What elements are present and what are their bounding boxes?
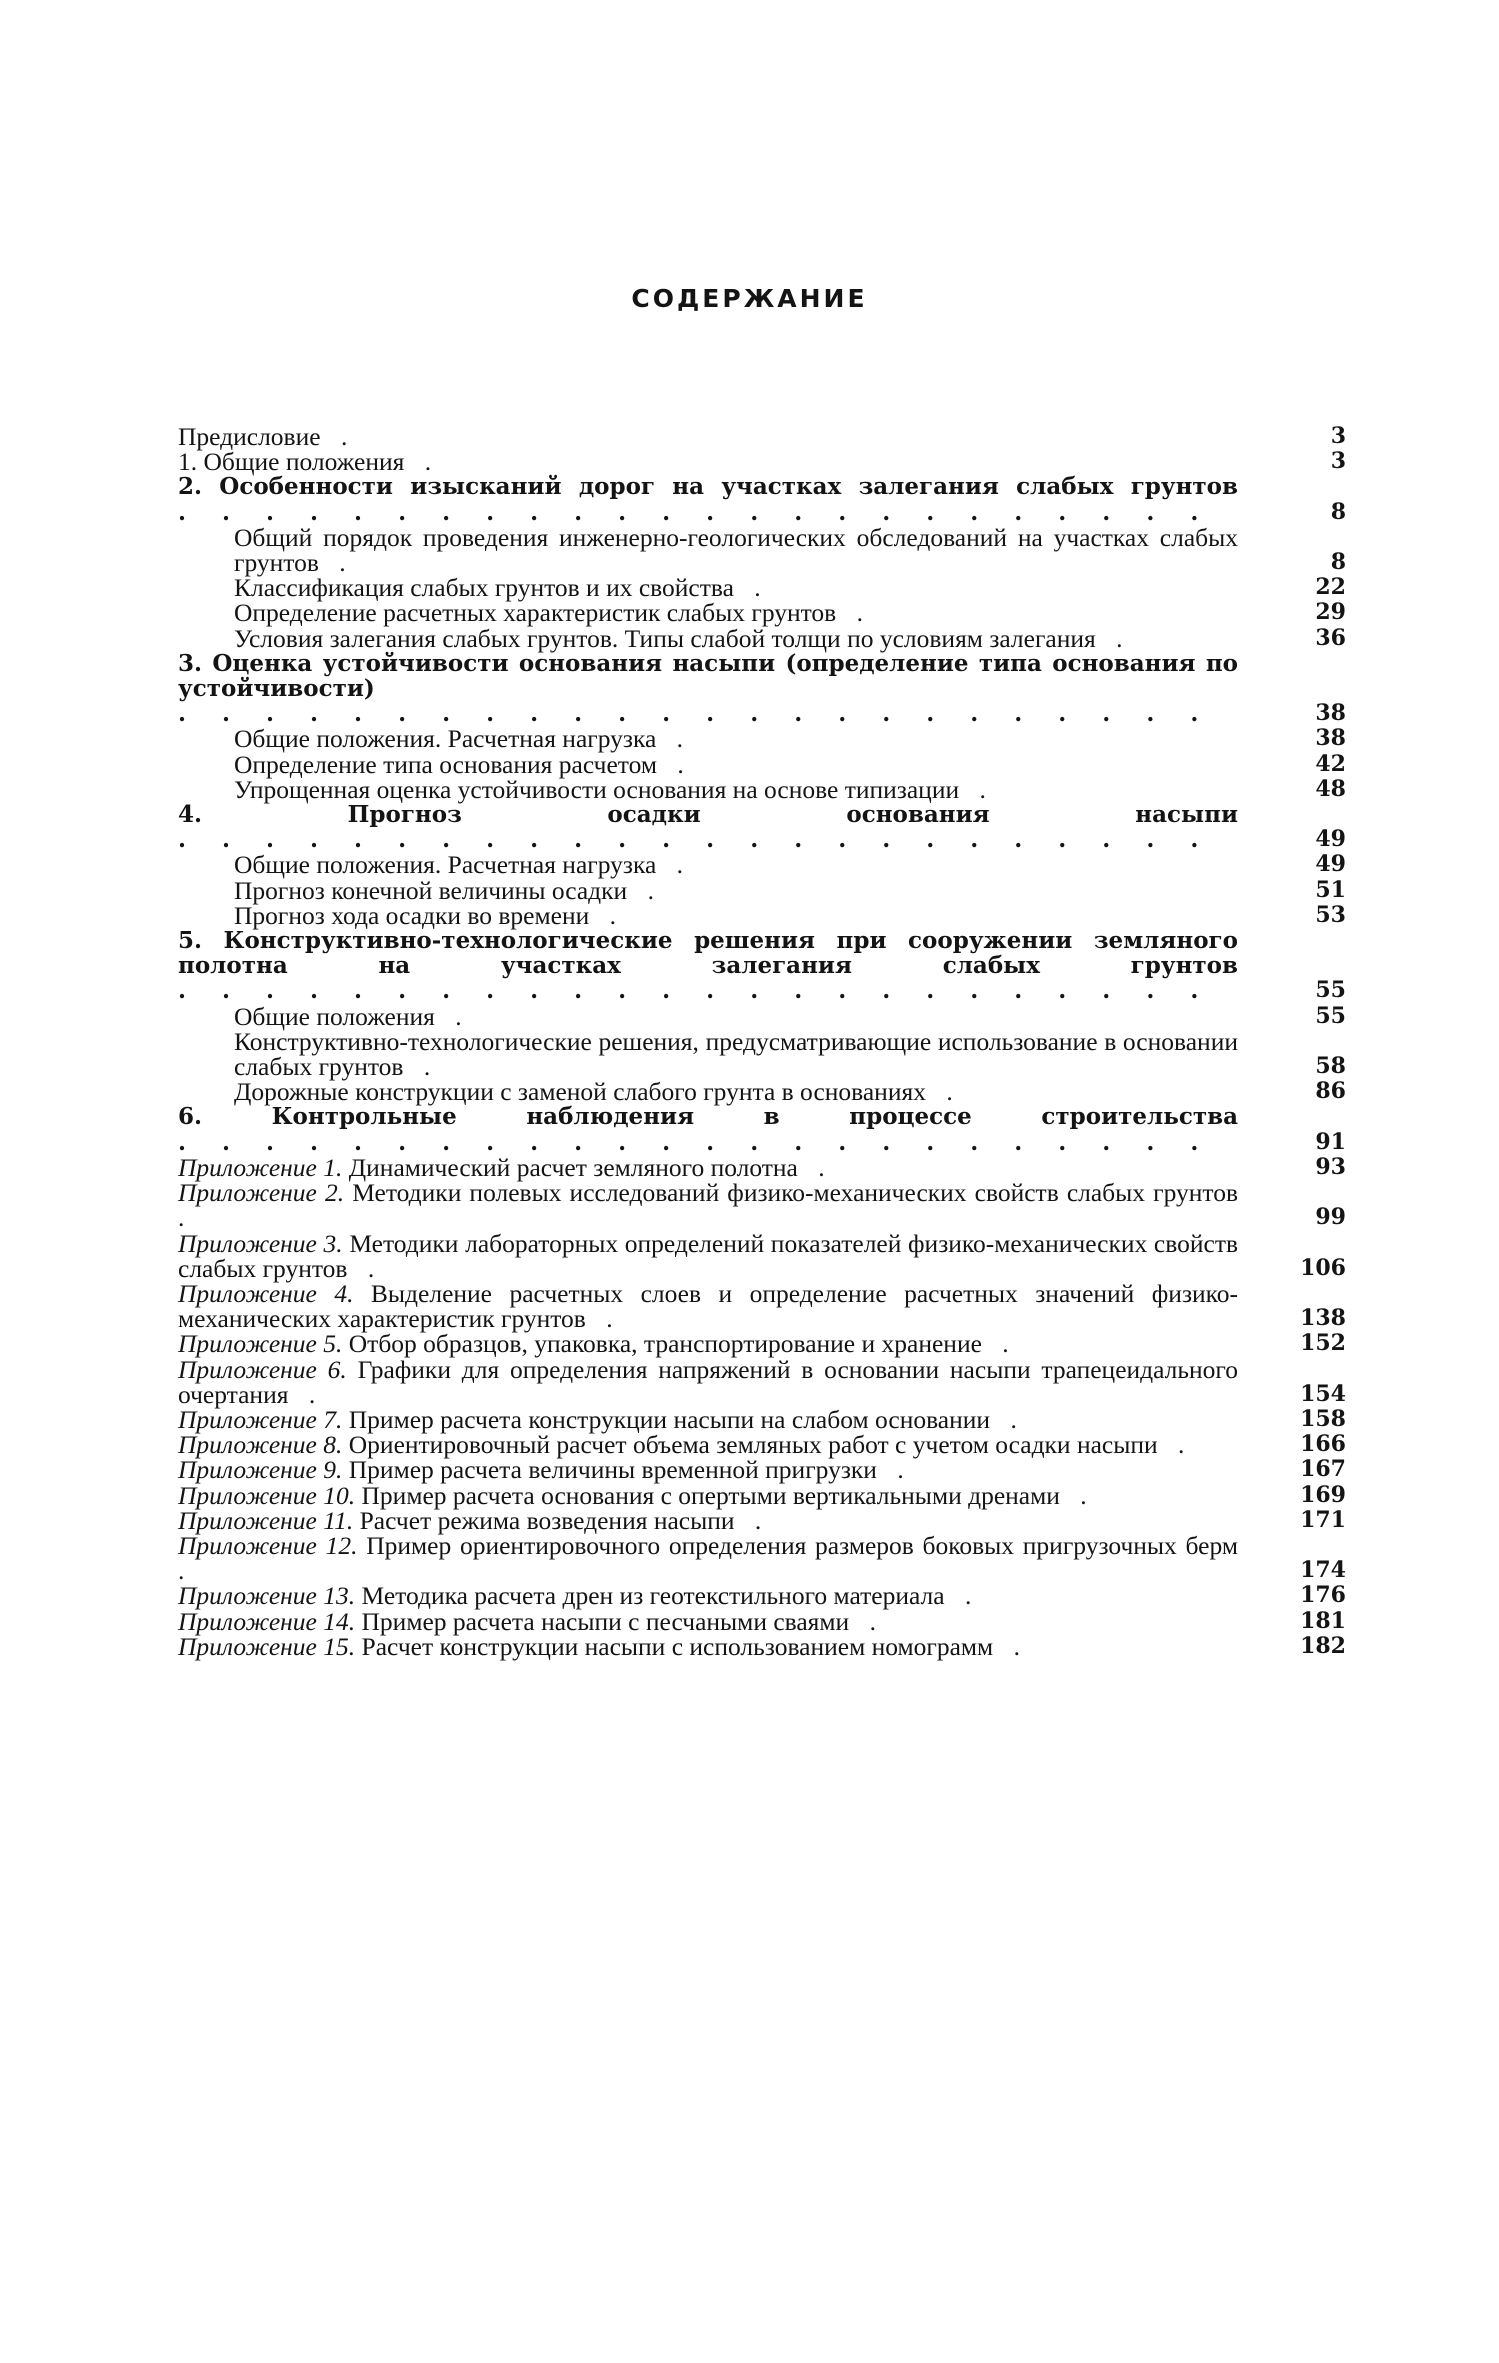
toc-entry-title: Определение расчетных характеристик слабых грунтов	[234, 598, 837, 628]
toc-entry	[178, 1430, 1346, 1460]
toc-entry-title: Упрощенная оценка устойчивости основания на основе типизации	[234, 774, 960, 804]
toc-page-number: 22	[1315, 574, 1346, 601]
toc-entry-text	[178, 928, 1238, 1004]
dot-leader: .	[836, 598, 877, 628]
toc-page-number: 181	[1300, 1607, 1346, 1634]
toc-entry-text	[178, 1026, 1238, 1082]
dot-leader: .	[656, 850, 698, 880]
toc-entry	[178, 473, 1346, 526]
toc-entry	[178, 749, 1346, 779]
toc-page-number: 158	[1300, 1405, 1346, 1432]
dot-leader: .	[944, 1581, 986, 1611]
dot-leader: . . . . . . . . . . . . . . . . . . . . . . . .	[178, 826, 1213, 854]
toc-entry	[178, 1354, 1346, 1409]
toc-page-number: 8	[1330, 549, 1346, 576]
toc-entry-text	[178, 1480, 1238, 1510]
dot-leader: .	[733, 573, 775, 603]
toc-entry-title: Выделение расчетных слоев и определение расчетных значений физико-механических характеристик грунтов	[178, 1278, 1238, 1334]
page-title: СОДЕРЖАНИЕ	[631, 284, 868, 313]
dot-leader: . . . . . . . . . . . . . . . . . . . . . . . .	[178, 1128, 1213, 1156]
dot-leader: .	[990, 1404, 1031, 1434]
toc-entry-text	[178, 623, 1238, 653]
toc-entry	[178, 1581, 1346, 1611]
dot-leader: .	[981, 1329, 1023, 1359]
toc-entry-text	[178, 1606, 1238, 1636]
toc-page-number: 138	[1300, 1305, 1346, 1332]
toc-entry-text	[178, 1455, 1238, 1485]
dot-leader: .	[404, 447, 446, 477]
toc-entry-label: Приложение 7.	[178, 1404, 343, 1434]
table-of-contents	[178, 424, 1346, 1659]
toc-entry	[178, 598, 1346, 628]
dot-leader: . . . . . . . . . . . . . . . . . . . . . . . .	[178, 977, 1213, 1005]
toc-page-number: 53	[1315, 901, 1346, 928]
toc-entry-title: Условия залегания слабых грунтов. Типы слабой толщи по условиям залегания	[234, 623, 1096, 653]
toc-entry-label: Приложение 9.	[178, 1455, 343, 1485]
toc-entry-text	[178, 1152, 1238, 1182]
dot-leader: .	[347, 1253, 389, 1283]
toc-entry	[178, 1606, 1346, 1636]
toc-entry-text	[178, 749, 1238, 779]
toc-page-number: 29	[1315, 599, 1346, 626]
toc-entry-text	[178, 1430, 1238, 1460]
toc-page-number: 38	[1315, 700, 1346, 727]
toc-page-number: 55	[1315, 1002, 1346, 1029]
toc-entry-label: Приложение 3.	[178, 1228, 343, 1258]
toc-entry-text	[178, 1631, 1238, 1661]
dot-leader: .	[585, 1304, 627, 1334]
toc-entry	[178, 1103, 1346, 1156]
toc-entry-title: Отбор образцов, упаковка, транспортирование и хранение	[348, 1329, 982, 1359]
toc-page-number: 3	[1330, 423, 1346, 449]
toc-entry-text	[178, 522, 1238, 578]
toc-entry-title: Расчет режима возведения насыпи	[359, 1505, 735, 1535]
toc-entry-title: Конструктивно-технологические решения, предусматривающие использование в основании слабых грунтов	[234, 1026, 1238, 1082]
toc-entry-title: Ориентировочный расчет объема земляных работ с учетом осадки насыпи	[348, 1430, 1158, 1460]
toc-entry-label: Приложение 1.	[178, 1152, 343, 1182]
toc-entry	[178, 927, 1346, 1005]
toc-entry-text	[178, 598, 1238, 628]
dot-leader: .	[318, 548, 360, 578]
toc-entry-title: Общий порядок проведения инженерно-геологических обследований на участках слабых грунтов	[234, 522, 1238, 578]
toc-entry-title: Пример расчета основания с опертыми вертикальными дренами	[361, 1480, 1060, 1510]
toc-entry	[178, 623, 1346, 653]
toc-entry-title: Дорожные конструкции с заменой слабого грунта в основаниях	[234, 1077, 926, 1107]
toc-page-number: 8	[1330, 498, 1346, 525]
toc-entry-title: Прогноз хода осадки во времени	[234, 900, 590, 930]
toc-entry	[178, 1077, 1346, 1107]
toc-entry-text	[178, 474, 1238, 524]
toc-entry-text	[178, 1104, 1238, 1154]
toc-entry-title: Динамический расчет земляного полотна	[348, 1152, 798, 1182]
toc-entry-text	[178, 875, 1238, 905]
toc-entry-text	[178, 1329, 1238, 1359]
toc-entry-text	[178, 1505, 1238, 1535]
toc-entry-text	[178, 1404, 1238, 1434]
toc-page-number: 166	[1300, 1431, 1346, 1458]
toc-entry-label: Приложение 13.	[178, 1581, 356, 1611]
dot-leader: .	[993, 1631, 1034, 1661]
toc-page-number: 36	[1315, 624, 1346, 651]
dot-leader: .	[1157, 1430, 1199, 1460]
toc-entry-title: Общие положения. Расчетная нагрузка	[234, 850, 657, 880]
toc-entry	[178, 1329, 1346, 1359]
toc-page-number: 154	[1300, 1380, 1346, 1407]
dot-leader: .	[876, 1455, 918, 1485]
dot-leader: .	[403, 1052, 445, 1082]
toc-entry-text	[178, 424, 1238, 449]
toc-entry	[178, 1631, 1346, 1661]
toc-entry	[178, 1152, 1346, 1182]
dot-leader: .	[627, 875, 668, 905]
dot-leader: .	[657, 749, 698, 779]
toc-entry	[178, 1178, 1346, 1233]
dot-leader: .	[849, 1606, 890, 1636]
toc-entry-text	[178, 1228, 1239, 1283]
toc-entry-title: 6. Контрольные наблюдения в процессе строительства	[178, 1103, 1238, 1131]
toc-entry-label: Приложение 6.	[178, 1354, 347, 1384]
toc-page-number: 86	[1315, 1078, 1346, 1105]
toc-entry-text	[178, 447, 1238, 477]
toc-entry	[178, 522, 1346, 578]
toc-entry-text	[178, 1278, 1238, 1334]
toc-page-number: 167	[1300, 1456, 1346, 1483]
toc-page-number: 51	[1315, 876, 1346, 903]
toc-entry-text	[178, 573, 1238, 603]
toc-entry	[178, 1505, 1346, 1535]
toc-entry	[178, 1001, 1346, 1031]
toc-page-number: 42	[1315, 750, 1346, 777]
toc-entry	[178, 1278, 1346, 1334]
toc-page-number: 48	[1315, 775, 1346, 802]
toc-entry-title: 5. Конструктивно-технологические решения при сооружении земляного полотна на участках залегания слабых грунтов	[178, 927, 1238, 980]
toc-entry-title: Классификация слабых грунтов и их свойства	[234, 573, 734, 603]
toc-entry-title: Общие положения	[234, 1001, 435, 1031]
toc-entry-text	[178, 850, 1238, 880]
toc-entry-title: Пример расчета насыпи с песчаными сваями	[361, 1606, 850, 1636]
toc-entry	[178, 724, 1346, 754]
toc-entry	[178, 1228, 1346, 1283]
dot-leader: .	[925, 1077, 967, 1107]
toc-entry-title: Расчет конструкции насыпи с использованием номограмм	[361, 1631, 994, 1661]
toc-entry-text	[178, 724, 1238, 754]
toc-entry	[178, 422, 1346, 451]
dot-leader: .	[178, 1203, 199, 1233]
toc-entry	[178, 900, 1346, 930]
dot-leader: .	[734, 1505, 776, 1535]
toc-page-number: 99	[1315, 1204, 1346, 1231]
toc-entry	[178, 1455, 1346, 1485]
toc-entry-title: Графики для определения напряжений в основании насыпи трапецеидального очертания	[178, 1354, 1239, 1409]
dot-leader: .	[178, 1556, 199, 1586]
toc-entry-title: Прогноз конечной величины осадки	[234, 875, 628, 905]
toc-entry-title: 3. Оценка устойчивости основания насыпи (определение типа основания по устойчивости)	[178, 649, 1238, 703]
toc-entry-title: Общие положения. Расчетная нагрузка	[234, 724, 657, 754]
toc-entry-label: Приложение 14.	[178, 1606, 356, 1636]
toc-page-number: 3	[1330, 448, 1346, 475]
toc-entry-title: Пример расчета величины временной пригрузки	[348, 1455, 877, 1485]
dot-leader: . . . . . . . . . . . . . . . . . . . . . . . .	[178, 700, 1213, 728]
toc-entry-text	[178, 774, 1238, 804]
toc-entry-label: Приложение 12.	[178, 1530, 358, 1560]
toc-entry	[178, 801, 1346, 854]
dot-leader: .	[959, 774, 1000, 804]
toc-entry	[178, 573, 1346, 603]
toc-entry-text	[178, 900, 1238, 930]
toc-page-number: 91	[1315, 1128, 1346, 1155]
dot-leader: .	[656, 724, 698, 754]
dot-leader: .	[288, 1379, 330, 1409]
toc-entry-title: Определение типа основания расчетом	[234, 749, 657, 779]
toc-entry-title: 4. Прогноз осадки основания насыпи	[178, 801, 1238, 829]
toc-entry-title: Методика расчета дрен из геотекстильного материала	[361, 1581, 945, 1611]
toc-entry-label: Приложение 15.	[178, 1631, 356, 1661]
toc-entry-title: 1. Общие положения	[178, 447, 405, 477]
toc-entry-text	[178, 1530, 1238, 1586]
toc-page-number: 106	[1300, 1254, 1346, 1281]
toc-page-number: 169	[1300, 1481, 1346, 1508]
dot-leader: .	[1095, 623, 1137, 653]
toc-page-number: 49	[1315, 851, 1346, 878]
dot-leader: . . . . . . . . . . . . . . . . . . . . . . . .	[178, 498, 1213, 526]
toc-entry-label: Приложение 4.	[178, 1278, 354, 1308]
dot-leader: .	[1059, 1480, 1101, 1510]
toc-entry-title: 2. Особенности изысканий дорог на участках залегания слабых грунтов	[178, 473, 1238, 501]
toc-entry-title: Методики лабораторных определений показателей физико-механических свойств слабых грунтов	[178, 1228, 1239, 1283]
toc-page-number: 49	[1315, 826, 1346, 853]
toc-entry	[178, 850, 1346, 880]
dot-leader: .	[320, 422, 362, 451]
toc-page-number: 55	[1315, 977, 1346, 1004]
toc-entry-label: Приложение 10.	[178, 1480, 356, 1510]
dot-leader: .	[434, 1001, 476, 1031]
toc-entry	[178, 774, 1346, 804]
toc-page-number: 182	[1300, 1632, 1346, 1659]
toc-entry-title: Пример ориентировочного определения размеров боковых пригрузочных берм	[366, 1530, 1238, 1560]
toc-entry	[178, 1026, 1346, 1082]
toc-entry	[178, 1530, 1346, 1586]
toc-entry-title: Пример расчета конструкции насыпи на слабом основании	[348, 1404, 991, 1434]
toc-entry-text	[178, 802, 1238, 852]
toc-entry-text	[178, 1354, 1239, 1409]
toc-page-number: 152	[1300, 1330, 1346, 1357]
toc-entry-text	[178, 1581, 1238, 1611]
toc-entry	[178, 1480, 1346, 1510]
toc-entry-label: Приложение 8.	[178, 1430, 343, 1460]
toc-entry	[178, 875, 1346, 905]
dot-leader: .	[589, 900, 630, 930]
toc-entry	[178, 1404, 1346, 1434]
toc-entry-title: Предисловие	[178, 422, 321, 451]
toc-entry-label: Приложение 5.	[178, 1329, 343, 1359]
toc-entry-text	[178, 651, 1238, 727]
toc-page-number: 176	[1300, 1582, 1346, 1609]
toc-entry	[178, 447, 1346, 477]
toc-page-number: 171	[1300, 1506, 1346, 1533]
dot-leader: .	[797, 1152, 839, 1182]
toc-page-number: 58	[1315, 1053, 1346, 1080]
toc-entry-text	[178, 1077, 1238, 1107]
toc-page-number: 38	[1315, 725, 1346, 752]
toc-entry-label: Приложение 11.	[178, 1505, 354, 1535]
toc-entry-label: Приложение 2.	[178, 1178, 345, 1208]
toc-entry-title: Методики полевых исследований физико-механических свойств слабых грунтов	[352, 1178, 1238, 1208]
toc-page-number: 174	[1300, 1557, 1346, 1584]
toc-entry-text	[178, 1178, 1238, 1233]
toc-entry	[178, 649, 1346, 728]
toc-entry-text	[178, 1001, 1238, 1031]
toc-page-number: 93	[1315, 1153, 1346, 1180]
